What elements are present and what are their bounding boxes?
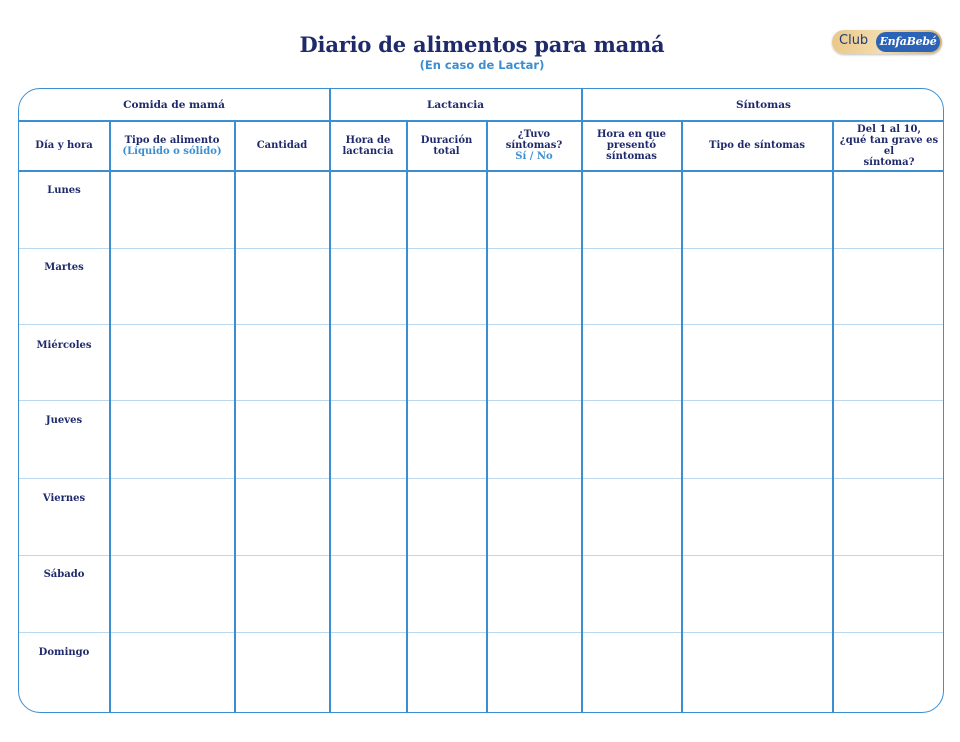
group-header-sintomas: Síntomas [736, 98, 791, 111]
page-subtitle: (En caso de Lactar) [419, 58, 545, 72]
row-divider [19, 248, 944, 249]
header-text: presentó síntomas [606, 140, 657, 162]
day-label-domingo: Domingo [38, 647, 90, 658]
column-separator [486, 120, 488, 713]
day-label-viernes: Viernes [42, 493, 86, 504]
header-text: total [433, 145, 460, 157]
column-separator [109, 120, 111, 713]
club-enfabebe-logo [832, 30, 942, 54]
column-header-gravedad [833, 121, 944, 170]
header-text: Día y hora [35, 140, 93, 151]
row-divider [19, 555, 944, 556]
day-label-jueves: Jueves [45, 415, 83, 426]
group-separator [329, 89, 331, 713]
header-text: lactancia [342, 145, 394, 157]
row-divider [19, 400, 944, 401]
column-header-hora-sintomas [582, 121, 681, 170]
column-header-tipo-alimento [110, 121, 234, 170]
column-separator [832, 120, 834, 713]
column-header-tuvo-sintomas [487, 121, 581, 170]
column-header-hora-lactancia [330, 121, 406, 170]
header-text: síntoma? [863, 156, 915, 168]
header-text: Tipo de síntomas [709, 140, 805, 151]
day-label-miercoles: Miércoles [36, 340, 92, 351]
day-label-sabado: Sábado [43, 569, 85, 580]
header-subtext: (Líquido o sólido) [122, 145, 222, 157]
header-text: Duración [420, 134, 473, 146]
column-separator [406, 120, 408, 713]
column-header-duracion [407, 121, 486, 170]
column-header-cantidad [235, 121, 329, 170]
group-header-comida: Comida de mamá [123, 98, 225, 111]
header-subtext: Sí / No [515, 151, 553, 162]
day-label-lunes: Lunes [47, 185, 81, 196]
page-title: Diario de alimentos para mamá [299, 32, 665, 57]
column-header-tipo-sintomas [682, 121, 832, 170]
column-separator [681, 120, 683, 713]
food-diary-table [18, 88, 944, 713]
row-divider [19, 632, 944, 633]
header-text: ¿Tuvo síntomas? [505, 129, 563, 151]
header-text: Hora en que [596, 129, 667, 140]
header-text: Del 1 al 10, [857, 123, 921, 135]
row-divider [19, 324, 944, 325]
column-separator [234, 120, 236, 713]
column-header-divider [19, 170, 944, 172]
logo-club-text: Club [839, 33, 869, 48]
logo-brand-text: EnfaBebé [876, 32, 940, 52]
header-text: Hora de [345, 134, 391, 146]
row-divider [19, 478, 944, 479]
column-header-dia-hora [19, 121, 109, 170]
header-text: ¿qué tan grave es el [839, 134, 939, 157]
group-separator [581, 89, 583, 713]
header-text: Cantidad [256, 140, 308, 151]
group-header-lactancia: Lactancia [426, 98, 485, 111]
day-label-martes: Martes [44, 262, 84, 273]
header-text: Tipo de alimento [124, 134, 220, 146]
